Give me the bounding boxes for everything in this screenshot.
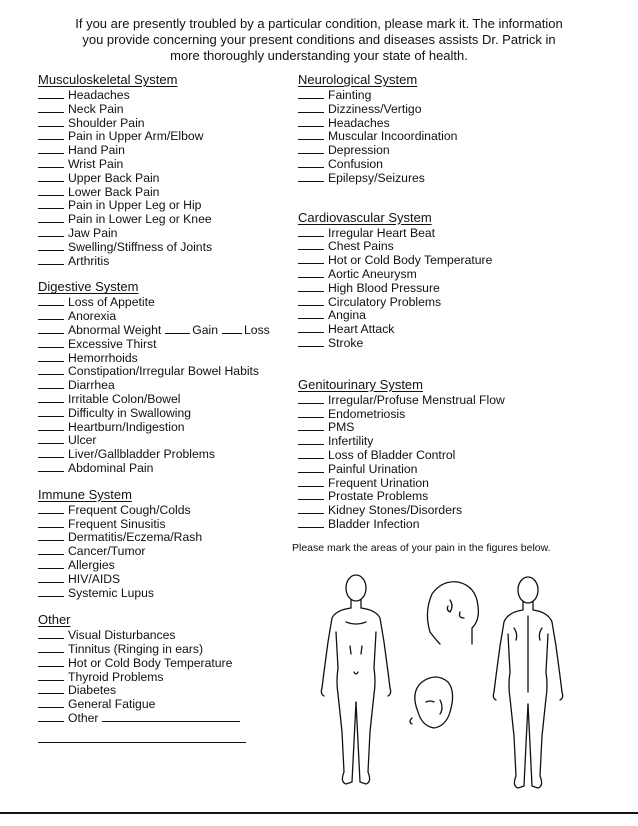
checkbox-line[interactable] — [38, 432, 64, 444]
checkbox-line[interactable] — [38, 682, 64, 694]
intro-line-1: If you are presently troubled by a particular condition, please mark it. The information — [75, 16, 563, 31]
other-title: Other — [38, 612, 71, 628]
cardiovascular-item-angina — [298, 307, 628, 321]
immune-section — [38, 487, 288, 599]
abnormal-weight-label: Abnormal Weight — [68, 322, 162, 337]
checkbox-line[interactable] — [298, 266, 324, 278]
other-extra-write-in-line[interactable] — [38, 730, 246, 743]
digestive-item-hemorrhoids — [38, 350, 288, 364]
musculoskeletal-item-pain-in-upper-arm-elbow — [38, 128, 288, 142]
digestive-item-anorexia — [38, 308, 288, 322]
item-label: Epilepsy/Seizures — [328, 170, 425, 185]
item-label: Hot or Cold Body Temperature — [68, 655, 233, 670]
musculoskeletal-item-lower-back-pain — [38, 184, 288, 198]
item-label: Aortic Aneurysm — [328, 266, 417, 281]
neurological-item-muscular-incoordination — [298, 128, 628, 142]
checkbox-line[interactable] — [298, 280, 324, 292]
checkbox-line[interactable] — [298, 142, 324, 154]
checkbox-line[interactable] — [38, 405, 64, 417]
checkbox-line[interactable] — [38, 211, 64, 223]
item-label: Arthritis — [68, 253, 110, 268]
immune-item-hiv-aids — [38, 571, 288, 585]
checkbox-line[interactable] — [298, 516, 324, 528]
checkbox-line[interactable] — [298, 419, 324, 431]
checkbox-line[interactable] — [298, 294, 324, 306]
genitourinary-item-painful-urination — [298, 461, 628, 475]
item-label: Frequent Urination — [328, 475, 429, 490]
genitourinary-item-loss-of-bladder-control — [298, 447, 628, 461]
digestive-item-heartburn-indigestion — [38, 419, 288, 433]
checkbox-line[interactable] — [298, 225, 324, 237]
item-label: Pain in Upper Arm/Elbow — [68, 129, 204, 144]
checkbox-line[interactable] — [38, 294, 64, 306]
checkbox-line[interactable] — [298, 461, 324, 473]
checkbox-line[interactable] — [38, 516, 64, 528]
item-label: HIV/AIDS — [68, 571, 121, 586]
genitourinary-item-bladder-infection — [298, 516, 628, 530]
other-item-diabetes — [38, 682, 288, 696]
item-label: Infertility — [328, 434, 374, 449]
digestive-item-excessive-thirst — [38, 336, 288, 350]
item-label: Irregular/Profuse Menstrual Flow — [328, 392, 505, 407]
item-label: Visual Disturbances — [68, 628, 176, 643]
cardiovascular-title: Cardiovascular System — [298, 209, 432, 225]
front-head-figure[interactable] — [410, 677, 453, 728]
neurological-item-confusion — [298, 156, 628, 170]
cardiovascular-item-stroke — [298, 335, 628, 349]
cardiovascular-item-aortic-aneurysm — [298, 266, 628, 280]
item-label: Confusion — [328, 156, 383, 171]
neurological-section — [298, 72, 628, 184]
checkbox-line[interactable] — [298, 252, 324, 264]
checkbox-line[interactable] — [298, 392, 324, 404]
other-section — [38, 612, 288, 743]
pain-figure-instructions: Please mark the areas of your pain in the figures below. — [292, 542, 551, 554]
gain-checkbox-line[interactable] — [165, 322, 190, 334]
digestive-item-abnormal-weight — [38, 322, 288, 336]
item-label: Tinnitus (Ringing in ears) — [68, 642, 204, 657]
musculoskeletal-title: Musculoskeletal System — [38, 72, 178, 87]
checkbox-line[interactable] — [38, 197, 64, 209]
musculoskeletal-item-jaw-pain — [38, 225, 288, 239]
checkbox-line[interactable] — [38, 336, 64, 348]
item-label: Systemic Lupus — [68, 585, 155, 600]
checkbox-line[interactable] — [38, 419, 64, 431]
immune-item-frequent-sinusitis — [38, 516, 288, 530]
genitourinary-item-pms — [298, 419, 628, 433]
checkbox-line[interactable] — [38, 710, 64, 722]
item-label: Anorexia — [68, 309, 117, 324]
item-label: Loss of Bladder Control — [328, 447, 456, 462]
item-label: Swelling/Stiffness of Joints — [68, 239, 213, 254]
checkbox-line[interactable] — [38, 239, 64, 251]
checkbox-line[interactable] — [298, 156, 324, 168]
cardiovascular-item-heart-attack — [298, 321, 628, 335]
checkbox-line[interactable] — [38, 322, 64, 334]
other-item-general-fatigue — [38, 696, 288, 710]
item-label: Stroke — [328, 335, 364, 350]
musculoskeletal-item-hand-pain — [38, 142, 288, 156]
loss-checkbox-line[interactable] — [222, 322, 242, 334]
item-label: Headaches — [68, 88, 130, 102]
checkbox-line[interactable] — [38, 128, 64, 140]
checkbox-line[interactable] — [298, 502, 324, 514]
checkbox-line[interactable] — [38, 529, 64, 541]
checkbox-line[interactable] — [38, 363, 64, 375]
item-label: Loss of Appetite — [68, 295, 155, 310]
digestive-item-liver-gallbladder-problems — [38, 446, 288, 460]
item-label: Difficulty in Swallowing — [68, 405, 192, 420]
digestive-item-ulcer — [38, 432, 288, 446]
musculoskeletal-item-arthritis — [38, 253, 288, 267]
item-label: Angina — [328, 308, 366, 323]
item-label: Shoulder Pain — [68, 115, 145, 130]
other-item-hot-or-cold-body-temperature — [38, 655, 288, 669]
checkbox-line[interactable] — [38, 696, 64, 708]
item-label: Hot or Cold Body Temperature — [328, 253, 493, 268]
checkbox-line[interactable] — [298, 238, 324, 250]
digestive-item-difficulty-in-swallowing — [38, 405, 288, 419]
cardiovascular-item-hot-or-cold-body-temperature — [298, 252, 628, 266]
checkbox-line[interactable] — [298, 321, 324, 333]
intro-line-3: more thoroughly understanding your state of health. — [170, 48, 468, 63]
item-label: Hemorrhoids — [68, 350, 138, 365]
item-label: Cancer/Tumor — [68, 544, 146, 559]
item-label: Upper Back Pain — [68, 170, 160, 185]
checkbox-line[interactable] — [38, 585, 64, 597]
musculoskeletal-item-wrist-pain — [38, 156, 288, 170]
item-label: Wrist Pain — [68, 156, 124, 171]
item-label: Thyroid Problems — [68, 669, 164, 684]
checkbox-line[interactable] — [298, 128, 324, 140]
checkbox-line[interactable] — [298, 101, 324, 113]
checkbox-line[interactable] — [298, 433, 324, 445]
checkbox-line[interactable] — [38, 391, 64, 403]
item-label: Fainting — [328, 88, 372, 102]
genitourinary-item-endometriosis — [298, 406, 628, 420]
genitourinary-item-infertility — [298, 433, 628, 447]
checkbox-line[interactable] — [38, 460, 64, 472]
item-label: Kidney Stones/Disorders — [328, 503, 463, 518]
checkbox-line[interactable] — [38, 350, 64, 362]
checkbox-line[interactable] — [298, 447, 324, 459]
cardiovascular-item-high-blood-pressure — [298, 280, 628, 294]
checkbox-line[interactable] — [38, 101, 64, 113]
digestive-item-constipation-irregular-bowel-habits — [38, 363, 288, 377]
item-label: General Fatigue — [68, 697, 156, 712]
item-label: Ulcer — [68, 433, 97, 448]
musculoskeletal-item-upper-back-pain — [38, 170, 288, 184]
item-label: Excessive Thirst — [68, 336, 157, 351]
neurological-item-depression — [298, 142, 628, 156]
checkbox-line[interactable] — [298, 170, 324, 182]
musculoskeletal-item-headaches — [38, 87, 288, 101]
item-label: Constipation/Irregular Bowel Habits — [68, 364, 260, 379]
item-label: Painful Urination — [328, 461, 418, 476]
item-label: Endometriosis — [328, 406, 406, 421]
other-item-visual-disturbances — [38, 627, 288, 641]
item-label: Liver/Gallbladder Problems — [68, 447, 215, 462]
checkbox-line[interactable] — [38, 641, 64, 653]
cardiovascular-item-circulatory-problems — [298, 294, 628, 308]
checkbox-line[interactable] — [38, 142, 64, 154]
checkbox-line[interactable] — [38, 253, 64, 265]
checkbox-line[interactable] — [38, 156, 64, 168]
digestive-title: Digestive System — [38, 279, 139, 295]
item-label: Irregular Heart Beat — [328, 225, 436, 240]
cardiovascular-section — [298, 210, 628, 349]
item-label: Frequent Cough/Colds — [68, 502, 191, 517]
neurological-item-dizziness-vertigo — [298, 101, 628, 115]
musculoskeletal-item-neck-pain — [38, 101, 288, 115]
digestive-item-irritable-colon-bowel — [38, 391, 288, 405]
item-label: Bladder Infection — [328, 516, 420, 531]
other-write-in-line[interactable] — [102, 710, 240, 722]
immune-item-cancer-tumor — [38, 543, 288, 557]
bottom-rule — [0, 812, 638, 814]
immune-item-allergies — [38, 557, 288, 571]
checkbox-line[interactable] — [38, 225, 64, 237]
item-label: Muscular Incoordination — [328, 129, 458, 144]
item-label: Depression — [328, 143, 390, 158]
musculoskeletal-item-shoulder-pain — [38, 115, 288, 129]
genitourinary-item-prostate-problems — [298, 488, 628, 502]
loss-label: Loss — [244, 322, 270, 337]
item-label: Dizziness/Vertigo — [328, 101, 422, 116]
neurological-item-fainting — [298, 87, 628, 101]
checkbox-line[interactable] — [38, 308, 64, 320]
gain-label: Gain — [192, 322, 219, 337]
checkbox-line[interactable] — [38, 557, 64, 569]
neurological-item-headaches — [298, 115, 628, 129]
item-label: Neck Pain — [68, 101, 124, 116]
genitourinary-item-irregular-profuse-menstrual-flow — [298, 392, 628, 406]
cardiovascular-item-chest-pains — [298, 238, 628, 252]
checkbox-line[interactable] — [38, 184, 64, 196]
musculoskeletal-item-pain-in-lower-leg-or-knee — [38, 211, 288, 225]
item-label: Irritable Colon/Bowel — [68, 391, 181, 406]
intro-paragraph — [20, 16, 618, 64]
item-label: Diabetes — [68, 683, 117, 698]
checkbox-line[interactable] — [38, 87, 64, 99]
checkbox-line[interactable] — [298, 307, 324, 319]
left-column — [38, 72, 288, 743]
item-label: Heartburn/Indigestion — [68, 419, 185, 434]
genitourinary-title: Genitourinary System — [298, 376, 423, 392]
item-label: High Blood Pressure — [328, 280, 440, 295]
immune-title: Immune System — [38, 486, 132, 502]
digestive-section — [38, 279, 288, 473]
checkbox-line[interactable] — [38, 571, 64, 583]
other-label: Other — [68, 711, 99, 726]
item-label: Jaw Pain — [68, 225, 118, 240]
item-label: Allergies — [68, 557, 115, 572]
item-label: Headaches — [328, 115, 390, 130]
item-label: Circulatory Problems — [328, 294, 442, 309]
item-label: Frequent Sinusitis — [68, 516, 166, 531]
digestive-item-diarrhea — [38, 377, 288, 391]
item-label: Chest Pains — [328, 239, 394, 254]
side-head-figure[interactable] — [427, 582, 478, 644]
item-label: Pain in Upper Leg or Hip — [68, 198, 202, 213]
checkbox-line[interactable] — [298, 115, 324, 127]
item-label: Heart Attack — [328, 322, 395, 337]
checkbox-line[interactable] — [298, 335, 324, 347]
checkbox-line[interactable] — [38, 502, 64, 514]
item-label: PMS — [328, 420, 355, 435]
digestive-item-abdominal-pain — [38, 460, 288, 474]
immune-item-dermatitis-eczema-rash — [38, 529, 288, 543]
checkbox-line[interactable] — [38, 446, 64, 458]
checkbox-line[interactable] — [298, 488, 324, 500]
checkbox-line[interactable] — [38, 669, 64, 681]
other-item-other — [38, 710, 288, 724]
neurological-title: Neurological System — [298, 72, 418, 87]
intro-line-2: you provide concerning your present conditions and diseases assists Dr. Patrick in — [82, 32, 556, 47]
musculoskeletal-section — [38, 72, 288, 266]
checkbox-line[interactable] — [38, 627, 64, 639]
item-label: Lower Back Pain — [68, 184, 160, 199]
genitourinary-item-frequent-urination — [298, 475, 628, 489]
item-label: Abdominal Pain — [68, 460, 154, 475]
body-pain-figures[interactable] — [300, 572, 600, 798]
neurological-item-epilepsy-seizures — [298, 170, 628, 184]
checkbox-line[interactable] — [298, 475, 324, 487]
back-body-figure[interactable] — [493, 577, 562, 788]
checkbox-line[interactable] — [38, 170, 64, 182]
musculoskeletal-item-pain-in-upper-leg-or-hip — [38, 197, 288, 211]
cardiovascular-item-irregular-heart-beat — [298, 225, 628, 239]
item-label: Diarrhea — [68, 378, 115, 393]
checkbox-line[interactable] — [38, 655, 64, 667]
checkbox-line[interactable] — [38, 115, 64, 127]
digestive-item-loss-of-appetite — [38, 294, 288, 308]
item-label: Prostate Problems — [328, 489, 429, 504]
item-label: Hand Pain — [68, 143, 125, 158]
immune-item-frequent-cough-colds — [38, 502, 288, 516]
immune-item-systemic-lupus — [38, 585, 288, 599]
right-column — [298, 72, 628, 530]
genitourinary-section — [298, 377, 628, 530]
checkbox-line[interactable] — [298, 406, 324, 418]
other-item-thyroid-problems — [38, 669, 288, 683]
item-label: Pain in Lower Leg or Knee — [68, 212, 212, 227]
front-body-figure[interactable] — [321, 575, 390, 784]
checkbox-line[interactable] — [38, 543, 64, 555]
musculoskeletal-item-swelling-stiffness-of-joints — [38, 239, 288, 253]
checkbox-line[interactable] — [38, 377, 64, 389]
item-label: Dermatitis/Eczema/Rash — [68, 530, 203, 545]
genitourinary-item-kidney-stones-disorders — [298, 502, 628, 516]
other-item-tinnitus-ringing-in-ears — [38, 641, 288, 655]
checkbox-line[interactable] — [298, 87, 324, 99]
